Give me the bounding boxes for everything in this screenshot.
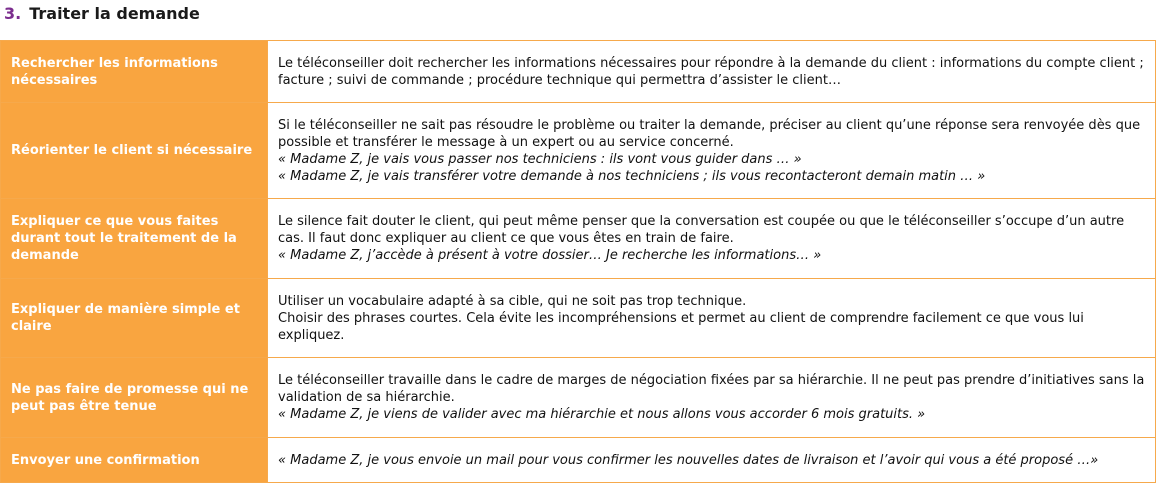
section-heading	[4, 2, 200, 24]
example-quote: « Madame Z, j’accède à présent à votre dossier… Je recherche les informations… »	[278, 248, 822, 263]
table-row	[1, 199, 1156, 279]
row-description	[268, 358, 1156, 438]
row-label: Ne pas faire de promesse qui ne peut pas être tenue	[1, 358, 268, 438]
description-line: Utiliser un vocabulaire adapté à sa cible, qui ne soit pas trop technique.	[278, 293, 747, 309]
row-label: Expliquer de manière simple et claire	[1, 279, 268, 358]
row-label: Réorienter le client si nécessaire	[1, 103, 268, 199]
row-label: Rechercher les informations nécessaires	[1, 41, 268, 103]
description-line: Le téléconseiller doit rechercher les informations nécessaires pour répondre à la demande du client : informations du compte client ; facture ; suivi de commande ; procédure technique qui permettra d’assister le client…	[278, 55, 1144, 88]
row-description	[268, 199, 1156, 279]
row-description	[268, 41, 1156, 103]
section-number: 3.	[4, 3, 22, 23]
steps-table	[0, 40, 1156, 483]
row-label: Envoyer une confirmation	[1, 438, 268, 483]
table-row	[1, 358, 1156, 438]
example-quote: « Madame Z, je vais transférer votre demande à nos techniciens ; ils vous recontacteront demain matin … »	[278, 168, 986, 184]
table-row	[1, 103, 1156, 199]
row-description	[268, 438, 1156, 483]
section-title: Traiter la demande	[29, 3, 200, 23]
row-description	[268, 103, 1156, 199]
example-quote: « Madame Z, je viens de valider avec ma hiérarchie et nous allons vous accorder 6 mois gratuits. »	[278, 407, 926, 422]
description-line: Si le téléconseiller ne sait pas résoudre le problème ou traiter la demande, préciser au client qu’une réponse sera renvoyée dès que possible et transférer le message à un expert ou au service concerné.	[278, 117, 1141, 150]
table-row	[1, 41, 1156, 103]
table-row	[1, 279, 1156, 358]
description-line: Le silence fait douter le client, qui peut même penser que la conversation est coupée ou que le téléconseiller s’occupe d’un autre cas. Il faut donc expliquer au client ce que vous êtes en train de faire.	[278, 214, 1125, 246]
description-line: Le téléconseiller travaille dans le cadre de marges de négociation fixées par sa hiérarchie. Il ne peut pas prendre d’initiatives sans la validation de sa hiérarchie.	[278, 373, 1145, 405]
row-label: Expliquer ce que vous faites durant tout le traitement de la demande	[1, 199, 268, 279]
description-line: Choisir des phrases courtes. Cela évite les incompréhensions et permet au client de comprendre facilement ce que vous lui expliquez.	[278, 310, 1084, 343]
row-description	[268, 279, 1156, 358]
example-quote: « Madame Z, je vous envoie un mail pour vous confirmer les nouvelles dates de livraison et l’avoir qui vous a été proposé …»	[278, 452, 1099, 468]
example-quote: « Madame Z, je vais vous passer nos techniciens : ils vont vous guider dans … »	[278, 151, 802, 167]
table-row	[1, 438, 1156, 483]
